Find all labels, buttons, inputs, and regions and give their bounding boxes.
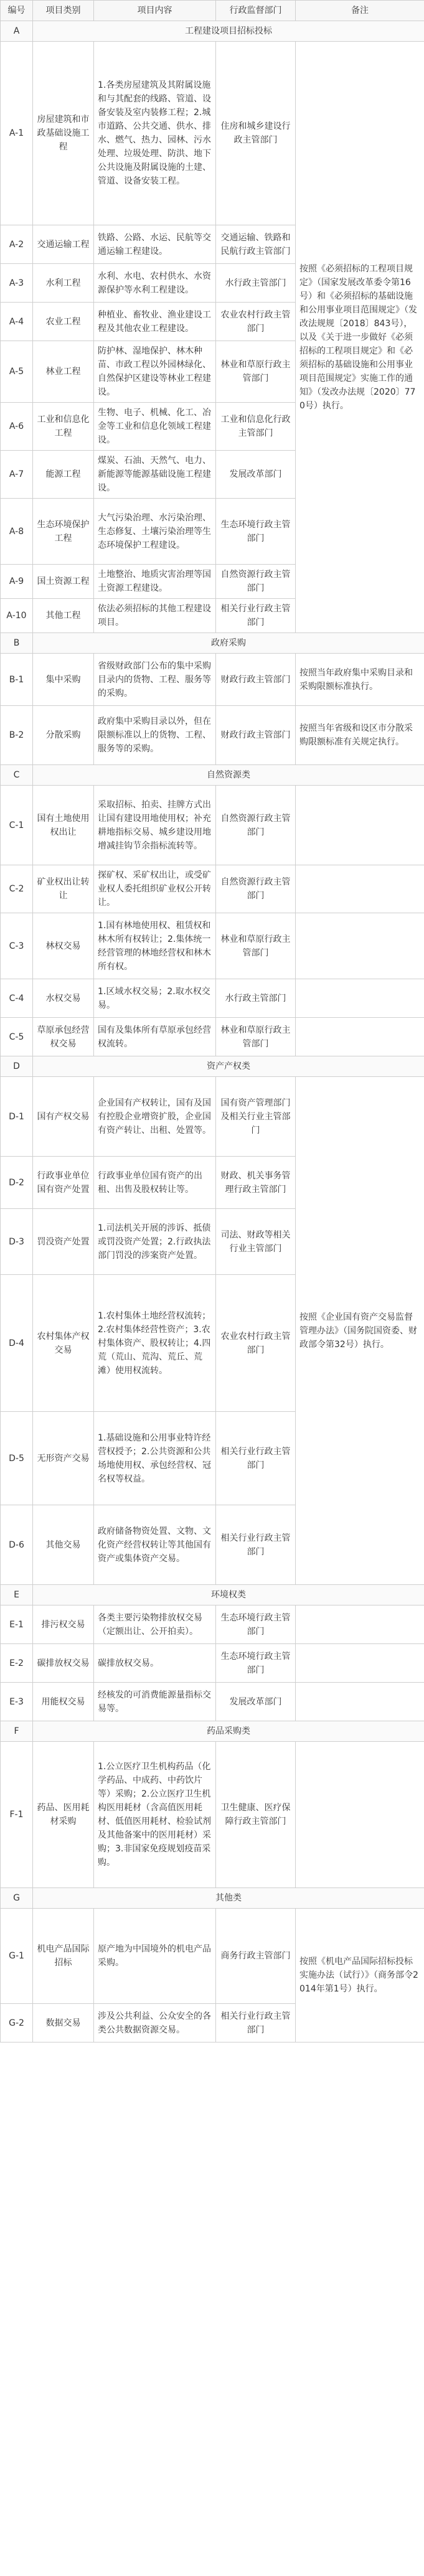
row-category: 林权交易: [33, 913, 94, 979]
row-dept: 自然资源行政主管部门: [216, 865, 296, 913]
table-row: [1, 706, 424, 765]
section-header-row: [1, 765, 424, 786]
table-row: [1, 42, 424, 225]
row-category: 交通运输工程: [33, 225, 94, 264]
section-code: B: [1, 633, 33, 654]
table-row: [1, 1683, 424, 1721]
section-code: F: [1, 1721, 33, 1742]
row-content: 大气污染治理、水污染治理、生态修复、土壤污染治理等生态环境保护工程建设。: [94, 499, 216, 565]
row-content: 依法必须招标的其他工程建设项目。: [94, 599, 216, 633]
row-code: E-1: [1, 1605, 33, 1644]
row-content: 涉及公共利益、公众安全的各类公共数据资源交易。: [94, 2004, 216, 2042]
row-code: G-2: [1, 2004, 33, 2042]
row-dept: 卫生健康、医疗保障行政主管部门: [216, 1742, 296, 1888]
section-title: 环境权类: [33, 1585, 424, 1605]
row-dept: 财政、机关事务管理行政主管部门: [216, 1157, 296, 1209]
header-content: 项目内容: [94, 1, 216, 21]
row-content: 水利、水电、农村供水、水资源保护等水利工程建设。: [94, 264, 216, 303]
section-title: 资产产权类: [33, 1056, 424, 1077]
row-dept: 发展改革部门: [216, 451, 296, 499]
header-dept: 行政监督部门: [216, 1, 296, 21]
section-title: 其他类: [33, 1888, 424, 1909]
table-row: [1, 865, 424, 913]
row-category: 房屋建筑和市政基础设施工程: [33, 42, 94, 225]
row-category: 水利工程: [33, 264, 94, 303]
table-row: [1, 1644, 424, 1683]
row-category: 国有产权交易: [33, 1077, 94, 1157]
row-content: 各类主要污染物排放权交易（定额出让、公开拍卖）。: [94, 1605, 216, 1644]
row-code: A-6: [1, 403, 33, 451]
row-category: 碳排放权交易: [33, 1644, 94, 1683]
row-dept: 相关行业行政主管部门: [216, 1412, 296, 1505]
row-category: 机电产品国际招标: [33, 1909, 94, 2004]
section-header-row: [1, 1056, 424, 1077]
table-row: [1, 1909, 424, 2004]
row-dept: 相关行业行政主管部门: [216, 599, 296, 633]
row-note: 按照当年政府集中采购目录和采购限额标准执行。: [296, 654, 424, 706]
row-code: D-6: [1, 1505, 33, 1585]
row-dept: 相关行业行政主管部门: [216, 1505, 296, 1585]
row-dept: 生态环境行政主管部门: [216, 1644, 296, 1683]
row-category: 其他交易: [33, 1505, 94, 1585]
row-dept: 国有资产管理部门及相关行业主管部门: [216, 1077, 296, 1157]
header-category: 项目类别: [33, 1, 94, 21]
row-content: 生物、电子、机械、化工、冶金等工业和信息化领域工程建设。: [94, 403, 216, 451]
row-code: G-1: [1, 1909, 33, 2004]
row-dept: 交通运输、铁路和民航行政主管部门: [216, 225, 296, 264]
row-content: 1.公立医疗卫生机构药品（化学药品、中成药、中药饮片等）采购；2.公立医疗卫生机构医用耗材（含高值医用耗材、低值医用耗材、检验试剂及其他备案中的医用耗材）采购；3.非国家免疫规划疫苗采购。: [94, 1742, 216, 1888]
row-category: 能源工程: [33, 451, 94, 499]
section-header-row: [1, 1721, 424, 1742]
row-content: 1.司法机关开展的涉诉、抵债或罚没资产处置；2.行政执法部门罚没的涉案资产处置。: [94, 1209, 216, 1275]
row-category: 农村集体产权交易: [33, 1275, 94, 1412]
row-code: D-3: [1, 1209, 33, 1275]
row-category: 草原承包经营权交易: [33, 1018, 94, 1056]
row-category: 无形资产交易: [33, 1412, 94, 1505]
row-content: 行政事业单位国有资产的出租、出售及股权转让等。: [94, 1157, 216, 1209]
row-dept: 林业和草原行政主管部门: [216, 1018, 296, 1056]
row-code: F-1: [1, 1742, 33, 1888]
row-category: 林业工程: [33, 341, 94, 403]
row-content: 碳排放权交易。: [94, 1644, 216, 1683]
row-category: 矿业权出让转让: [33, 865, 94, 913]
row-dept: 水行政主管部门: [216, 979, 296, 1018]
row-note: 按照《企业国有资产交易监督管理办法》（国务院国资委、财政部令第32号）执行。: [296, 1077, 424, 1585]
row-note-empty: [296, 786, 424, 865]
row-code: A-5: [1, 341, 33, 403]
row-code: C-5: [1, 1018, 33, 1056]
row-content: 1.国有林地使用权、租赁权和林木所有权转让；2.集体统一经营管理的林地经营权和林木所有权。: [94, 913, 216, 979]
row-code: C-3: [1, 913, 33, 979]
row-content: 政府储备物资处置、文物、文化资产经营权转让等其他国有资产或集体资产交易。: [94, 1505, 216, 1585]
row-code: C-4: [1, 979, 33, 1018]
row-category: 集中采购: [33, 654, 94, 706]
row-content: 国有及集体所有草原承包经营权流转。: [94, 1018, 216, 1056]
row-category: 罚没资产处置: [33, 1209, 94, 1275]
section-header-row: [1, 21, 424, 42]
row-note: 按照《必须招标的工程项目规定》（国家发展改革委令第16号）和《必须招标的基础设施和公用事业项目范围规定》（发改法规规〔2018〕843号），以及《关于进一步做好《必须招标的工程项目规定》和《必须招标的基础设施和公用事业项目范围规定》实施工作的通知》（发改办法规〔2020〕770号）执行。: [296, 42, 424, 633]
row-dept: 农业农村行政主管部门: [216, 303, 296, 341]
table-row: [1, 1077, 424, 1157]
row-code: A-3: [1, 264, 33, 303]
row-category: 生态环境保护工程: [33, 499, 94, 565]
row-code: C-2: [1, 865, 33, 913]
row-code: A-7: [1, 451, 33, 499]
row-category: 数据交易: [33, 2004, 94, 2042]
table-row: [1, 1742, 424, 1888]
row-note-empty: [296, 1683, 424, 1721]
row-content: 企业国有产权转让，国有及国有控股企业增资扩股，企业国有资产转让、出租、处置等。: [94, 1077, 216, 1157]
row-dept: 商务行政主管部门: [216, 1909, 296, 2004]
row-content: 1.各类房屋建筑及其附属设施和与其配套的线路、管道、设备安装及室内装修工程；2.城市道路、公共交通、供水、排水、燃气、热力、园林、污水处理、垃圾处理、防洪、地下公共设施及附属设施的土建、管道、设备安装工程。: [94, 42, 216, 225]
table-row: [1, 979, 424, 1018]
header-code: 编号: [1, 1, 33, 21]
row-note-empty: [296, 865, 424, 913]
row-content: 防护林、湿地保护、林木种苗、市政工程以外园林绿化、自然保护区建设等林业工程建设。: [94, 341, 216, 403]
row-code: A-10: [1, 599, 33, 633]
table-row: [1, 1605, 424, 1644]
row-code: D-2: [1, 1157, 33, 1209]
section-title: 政府采购: [33, 633, 424, 654]
row-content: 采取招标、拍卖、挂牌方式出让国有建设用地使用权；补充耕地指标交易、城乡建设用地增减挂钩节余指标流转等。: [94, 786, 216, 865]
table-header-row: [1, 1, 424, 21]
row-note: 按照《机电产品国际招标投标实施办法（试行）》（商务部令2014年第1号）执行。: [296, 1909, 424, 2042]
row-category: 用能权交易: [33, 1683, 94, 1721]
section-code: E: [1, 1585, 33, 1605]
row-note-empty: [296, 1018, 424, 1056]
row-code: D-4: [1, 1275, 33, 1412]
row-category: 其他工程: [33, 599, 94, 633]
section-header-row: [1, 633, 424, 654]
row-dept: 生态环境行政主管部门: [216, 1605, 296, 1644]
row-code: A-4: [1, 303, 33, 341]
row-category: 分散采购: [33, 706, 94, 765]
row-content: 经核发的可消费能源量指标交易等。: [94, 1683, 216, 1721]
row-dept: 农业农村行政主管部门: [216, 1275, 296, 1412]
row-category: 农业工程: [33, 303, 94, 341]
row-code: A-2: [1, 225, 33, 264]
section-code: G: [1, 1888, 33, 1909]
row-content: 1.区域水权交易；2.取水权交易。: [94, 979, 216, 1018]
table-body: [1, 21, 424, 2042]
row-code: E-3: [1, 1683, 33, 1721]
row-dept: 财政行政主管部门: [216, 654, 296, 706]
row-dept: 发展改革部门: [216, 1683, 296, 1721]
row-category: 行政事业单位国有资产处置: [33, 1157, 94, 1209]
row-code: E-2: [1, 1644, 33, 1683]
table-row: [1, 786, 424, 865]
row-code: D-5: [1, 1412, 33, 1505]
row-category: 国有土地使用权出让: [33, 786, 94, 865]
row-category: 水权交易: [33, 979, 94, 1018]
row-content: 1.农村集体土地经营权流转；2.农村集体经营性资产；3.农村集体资产、股权转让；4.四荒（荒山、荒沟、荒丘、荒滩）使用权流转。: [94, 1275, 216, 1412]
row-dept: 司法、财政等相关行业主管部门: [216, 1209, 296, 1275]
row-dept: 自然资源行政主管部门: [216, 786, 296, 865]
section-title: 工程建设项目招标投标: [33, 21, 424, 42]
row-content: 铁路、公路、水运、民航等交通运输工程建设。: [94, 225, 216, 264]
row-dept: 林业和草原行政主管部门: [216, 341, 296, 403]
row-dept: 住房和城乡建设行政主管部门: [216, 42, 296, 225]
row-category: 工业和信息化工程: [33, 403, 94, 451]
row-category: 国土资源工程: [33, 565, 94, 599]
row-note-empty: [296, 1644, 424, 1683]
row-code: A-8: [1, 499, 33, 565]
row-note-empty: [296, 913, 424, 979]
row-content: 1.基础设施和公用事业特许经营权授予；2.公共资源和公共场地使用权、承包经营权、冠名权等权益。: [94, 1412, 216, 1505]
row-dept: 水行政主管部门: [216, 264, 296, 303]
row-note-empty: [296, 1605, 424, 1644]
row-dept: 财政行政主管部门: [216, 706, 296, 765]
row-code: A-1: [1, 42, 33, 225]
row-content: 原产地为中国境外的机电产品采购。: [94, 1909, 216, 2004]
section-header-row: [1, 1888, 424, 1909]
row-content: 煤炭、石油、天然气、电力、新能源等能源基础设施工程建设。: [94, 451, 216, 499]
row-note-empty: [296, 979, 424, 1018]
row-content: 探矿权、采矿权出让，或受矿业权人委托组织矿业权公开转让。: [94, 865, 216, 913]
row-code: D-1: [1, 1077, 33, 1157]
row-dept: 生态环境行政主管部门: [216, 499, 296, 565]
row-dept: 工业和信息化行政主管部门: [216, 403, 296, 451]
table-row: [1, 1018, 424, 1056]
row-code: C-1: [1, 786, 33, 865]
section-code: A: [1, 21, 33, 42]
row-code: B-1: [1, 654, 33, 706]
row-content: 土地整治、地质灾害治理等国土资源工程建设。: [94, 565, 216, 599]
row-code: B-2: [1, 706, 33, 765]
section-title: 自然资源类: [33, 765, 424, 786]
row-content: 省级财政部门公布的集中采购目录内的货物、工程、服务等的采购。: [94, 654, 216, 706]
row-category: 药品、医用耗材采购: [33, 1742, 94, 1888]
row-dept: 相关行业行政主管部门: [216, 2004, 296, 2042]
row-dept: 自然资源行政主管部门: [216, 565, 296, 599]
section-code: C: [1, 765, 33, 786]
row-content: 种植业、畜牧业、渔业建设工程及其他农业工程建设。: [94, 303, 216, 341]
row-code: A-9: [1, 565, 33, 599]
row-category: 排污权交易: [33, 1605, 94, 1644]
header-note: 备注: [296, 1, 424, 21]
row-note-empty: [296, 1742, 424, 1888]
row-note: 按照当年省级和设区市分散采购限额标准有关规定执行。: [296, 706, 424, 765]
section-title: 药品采购类: [33, 1721, 424, 1742]
section-code: D: [1, 1056, 33, 1077]
row-content: 政府集中采购目录以外，但在限额标准以上的货物、工程、服务等的采购。: [94, 706, 216, 765]
row-dept: 林业和草原行政主管部门: [216, 913, 296, 979]
table-row: [1, 654, 424, 706]
section-header-row: [1, 1585, 424, 1605]
table-row: [1, 913, 424, 979]
